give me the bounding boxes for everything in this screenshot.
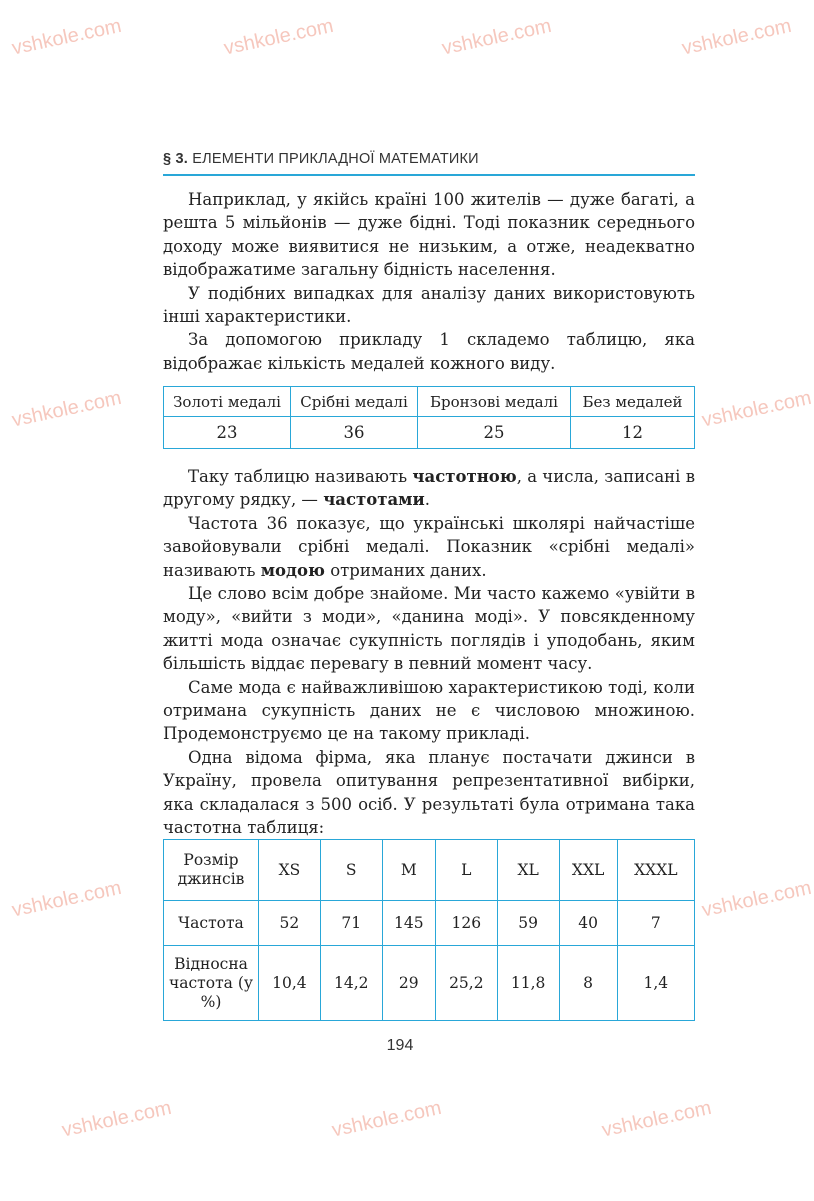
watermark: vshkole.com bbox=[600, 1096, 714, 1142]
medals-header-cell: Золоті медалі bbox=[164, 387, 291, 417]
row-label-size: Розмір джинсів bbox=[164, 840, 259, 901]
paragraph: Це слово всім добре знайоме. Ми часто кажемо «увійти в моду», «вийти з моди», «данина моді». У повсякденному житті мода означає сукупність поглядів і уподобань, яким більшість віддає перевагу в певний момент часу. bbox=[163, 584, 695, 674]
medals-value-cell: 36 bbox=[291, 417, 418, 449]
watermark: vshkole.com bbox=[700, 386, 814, 432]
watermark: vshkole.com bbox=[10, 386, 124, 432]
paragraph: Одна відома фірма, яка планує постачати джинси в Україну, провела опитування репрезентативної вибірки, яка складалася з 500 осіб. У результаті була отримана така частотна таблиця: bbox=[163, 747, 695, 838]
frequency-cell: 52 bbox=[259, 901, 321, 946]
relative-frequency-cell: 14,2 bbox=[320, 946, 382, 1021]
paragraph: Саме мода є найважливішою характеристикою тоді, коли отримана сукупність даних не є числовою множиною. Продемонструємо це на такому прикладі. bbox=[163, 677, 695, 744]
text-block-bottom bbox=[163, 465, 695, 840]
medals-header-cell: Срібні медалі bbox=[291, 387, 418, 417]
watermark: vshkole.com bbox=[440, 14, 554, 60]
medals-header-cell: Бронзові медалі bbox=[418, 387, 571, 417]
watermark: vshkole.com bbox=[222, 14, 336, 60]
section-title: ЕЛЕМЕНТИ ПРИКЛАДНОЇ МАТЕМАТИКИ bbox=[192, 151, 479, 167]
paragraph-frequency-definition: Таку таблицю називають частотною, а числа, записані в другому рядку, — частотами. bbox=[163, 467, 695, 510]
medals-value-cell: 12 bbox=[571, 417, 695, 449]
frequency-cell: 59 bbox=[497, 901, 559, 946]
term-mode: модою bbox=[260, 560, 325, 580]
size-cell: S bbox=[320, 840, 382, 901]
size-cell: M bbox=[382, 840, 435, 901]
frequency-cell: 126 bbox=[435, 901, 497, 946]
paragraph: У подібних випадках для аналізу даних використовують інші характеристики. bbox=[163, 283, 695, 327]
relative-frequency-cell: 29 bbox=[382, 946, 435, 1021]
medals-header-cell: Без медалей bbox=[571, 387, 695, 417]
section-number: § 3. bbox=[163, 151, 188, 167]
paragraph-mode-definition: Частота 36 показує, що українські школярі найчастіше завойовували срібні медалі. Показник «срібні медалі» називають модою отриманих даних. bbox=[163, 513, 695, 580]
watermark: vshkole.com bbox=[680, 14, 794, 60]
relative-frequency-cell: 8 bbox=[559, 946, 617, 1021]
watermark: vshkole.com bbox=[10, 876, 124, 922]
term-frequencies: частотами bbox=[323, 490, 425, 510]
watermark: vshkole.com bbox=[60, 1096, 174, 1142]
row-label-relative-frequency: Відносна частота (у %) bbox=[164, 946, 259, 1021]
relative-frequency-cell: 10,4 bbox=[259, 946, 321, 1021]
watermark: vshkole.com bbox=[330, 1096, 444, 1142]
medals-value-cell: 25 bbox=[418, 417, 571, 449]
watermark: vshkole.com bbox=[700, 876, 814, 922]
relative-frequency-cell: 11,8 bbox=[497, 946, 559, 1021]
watermark: vshkole.com bbox=[10, 14, 124, 60]
frequency-cell: 145 bbox=[382, 901, 435, 946]
text-block-top bbox=[163, 188, 695, 375]
frequency-cell: 71 bbox=[320, 901, 382, 946]
size-cell: XS bbox=[259, 840, 321, 901]
paragraph: Наприклад, у якійсь країні 100 жителів — дуже багаті, а решта 5 мільйонів — дуже бідні. Тоді показник середнього доходу може виявитися не низьким, а отже, неадекватно відображатиме загальну бідність населення. bbox=[163, 190, 695, 280]
size-cell: XXXL bbox=[617, 840, 694, 901]
section-header bbox=[163, 151, 695, 167]
jeans-size-frequency-table bbox=[163, 839, 695, 1021]
size-cell: L bbox=[435, 840, 497, 901]
frequency-cell: 40 bbox=[559, 901, 617, 946]
frequency-cell: 7 bbox=[617, 901, 694, 946]
page-number: 194 bbox=[386, 1037, 414, 1054]
header-divider bbox=[163, 174, 695, 176]
term-frequency-table: частотною bbox=[412, 467, 517, 486]
medals-value-cell: 23 bbox=[164, 417, 291, 449]
medals-frequency-table bbox=[163, 386, 695, 449]
size-cell: XL bbox=[497, 840, 559, 901]
size-cell: XXL bbox=[559, 840, 617, 901]
relative-frequency-cell: 25,2 bbox=[435, 946, 497, 1021]
relative-frequency-cell: 1,4 bbox=[617, 946, 694, 1021]
paragraph: За допомогою прикладу 1 складемо таблицю, яка відображає кількість медалей кожного виду. bbox=[163, 330, 695, 373]
row-label-frequency: Частота bbox=[164, 901, 259, 946]
